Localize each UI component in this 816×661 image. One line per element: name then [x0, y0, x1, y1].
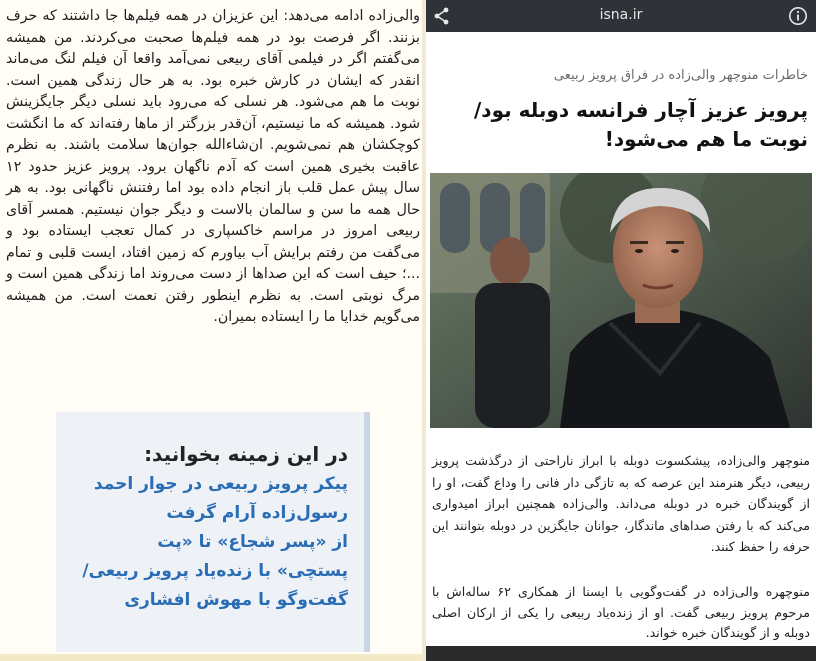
related-link-line[interactable]: رسول‌زاده آرام گرفت [166, 503, 348, 523]
related-articles-title: در این زمینه بخوانید: [144, 442, 348, 466]
photo-caption-lead: منوچهر والی‌زاده، پیشکسوت دوبله با ابراز ناراحتی از درگذشت پرویز ربیعی، دیگر هنرمند این عرصه که به تازگی دار فانی را وداع گفت، او را از گویندگان خبره در دوبله می‌داند. والی‌زاده همچنین ابراز امیدواری می‌کند که با رفتن صداهای ماندگار، جوانان جایگزین در دوبله بتوانند این حرفه را حفظ کنند. [432, 453, 810, 554]
related-link-line[interactable]: پیکر پرویز ربیعی در جوار احمد [93, 474, 348, 494]
related-articles-box [56, 412, 370, 652]
phone-bottom-bar [426, 646, 816, 661]
article-headline: پرویز عزیز آچار فرانسه دوبله بود/ نوبت ما هم می‌شود! [474, 98, 808, 151]
related-link-line[interactable]: از «پسر شجاع» تا «پت [157, 532, 348, 552]
related-link-line[interactable]: گفت‌وگو با مهوش افشاری [124, 590, 348, 610]
related-link-line[interactable]: پستچی» با زنده‌یاد پرویز ربیعی/ [82, 561, 348, 581]
url-display[interactable]: isna.ir [599, 7, 643, 23]
related-articles-list [68, 470, 348, 615]
article-paragraph: منوچهره والی‌زاده در گفت‌وگویی با ایسنا از همکاری ۶۲ ساله‌اش با مرحوم پرویز ربیعی گفت. او از زنده‌یاد ربیعی را یکی از ارکان اصلی دوبله و از گویندگان خبره خواند. [432, 584, 810, 640]
article-body-text: والی‌زاده ادامه می‌دهد: این عزیزان در همه فیلم‌ها جا داشتند که حرف بزنند. اگر فرصت بود در همه فیلم‌ها صحبت می‌کردند. من همیشه می‌گفتم اگر در فیلمی آقای ربیعی نمی‌آمد واقعا آن فیلم لنگ می‌ماند انقدر که ایشان در کارش خبره بود. به هر حال زندگی همین است. نوبت ما هم می‌شود. هر نسلی که می‌رود باید نسلی دیگر جایگزینش شود. همیشه که ما نیستیم، آن‌قدر بزرگتر از ماها رفته‌اند که ما انگشت کوچکشان هم نمی‌شویم. ان‌شاءالله جوان‌ها سلامت باشند. به نظرم عاقبت بخیری همین است که آدم ناگهان برود. پرویز عزیز حدود ۱۲ سال پیش عمل قلب باز انجام داده بود اما رفتنش ناگهانی بود. به هر حال همه ما سن و سالمان بالاست و دیگر جوان نیستیم. همسر آقای ربیعی امروز در مراسم خاکسپاری در کمال تعجب ایستاده بود و می‌گفت من رفتم برایش آب بیاورم که زمین افتاد، ایست قلبی و تمام ...؛ حیف است که این صداها از دست می‌روند اما زندگی همین است و مرگ نوبتی است. به نظرم اینطور رفتن نعمت است. من همیشه می‌گویم خدایا ما را ایستاده بمیران. [6, 8, 420, 325]
info-icon[interactable] [788, 6, 808, 26]
article-kicker: خاطرات منوچهر والی‌زاده در فراق پرویز ربیعی [553, 68, 808, 83]
article-photo [430, 173, 812, 428]
browser-top-bar [426, 0, 816, 32]
bottom-strip [0, 654, 426, 661]
article-page [426, 32, 816, 654]
mobile-browser-screen [426, 0, 816, 661]
